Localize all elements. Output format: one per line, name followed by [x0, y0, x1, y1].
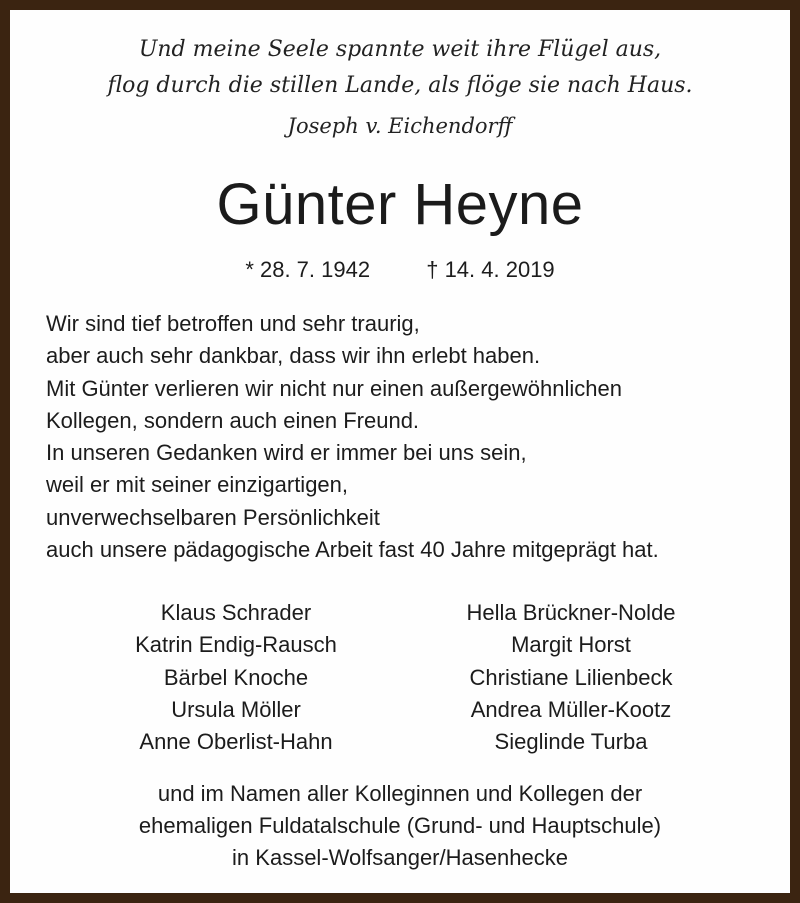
poem-quote — [10, 32, 790, 144]
deceased-name: Günter Heyne — [216, 172, 584, 237]
quote-author: Joseph v. Eichendorff — [287, 114, 513, 138]
signatory-name: Sieglinde Turba — [494, 729, 648, 755]
signatory-name: Klaus Schrader — [160, 600, 312, 625]
signatories-right — [411, 597, 731, 758]
signatories-left — [76, 597, 396, 758]
closing-line: in Kassel-Wolfsanger/Hasenhecke — [232, 845, 568, 870]
message-line: Kollegen, sondern auch einen Freund. — [46, 407, 420, 433]
signatory-name: Katrin Endig-Rausch — [135, 632, 337, 658]
signatory-name: Christiane Lilienbeck — [469, 664, 673, 690]
signatory-name: Anne Oberlist-Hahn — [139, 729, 333, 755]
closing-line: ehemaligen Fuldatalschule (Grund- und Hauptschule) — [138, 813, 662, 838]
condolence-message — [46, 308, 786, 566]
obituary-notice — [10, 10, 790, 893]
message-line: aber auch sehr dankbar, dass wir ihn erlebt haben. — [46, 343, 541, 369]
message-line: weil er mit seiner einzigartigen, — [46, 472, 349, 498]
life-dates — [10, 255, 790, 285]
signatory-name: Hella Brückner-Nolde — [466, 600, 676, 625]
quote-line-2: flog durch die stillen Lande, als flöge sie nach Haus. — [107, 73, 693, 98]
closing-line: und im Namen aller Kolleginnen und Kollegen der — [157, 781, 643, 806]
message-line: In unseren Gedanken wird er immer bei uns sein, — [46, 440, 527, 466]
quote-line-1: Und meine Seele spannte weit ihre Flügel aus, — [138, 37, 662, 62]
death-date: † 14. 4. 2019 — [426, 257, 555, 282]
closing-text — [10, 778, 790, 874]
signatory-name: Bärbel Knoche — [163, 664, 309, 690]
signatory-name: Ursula Möller — [171, 696, 301, 722]
message-line: Wir sind tief betroffen und sehr traurig, — [46, 311, 420, 336]
message-line: Mit Günter verlieren wir nicht nur einen außergewöhnlichen — [46, 375, 622, 401]
message-line: auch unsere pädagogische Arbeit fast 40 Jahre mitgeprägt hat. — [46, 537, 659, 563]
message-line: unverwechselbaren Persönlichkeit — [46, 504, 380, 530]
birth-date: * 28. 7. 1942 — [245, 257, 371, 282]
signatory-name: Andrea Müller-Kootz — [470, 696, 672, 722]
signatory-name: Margit Horst — [511, 632, 631, 658]
